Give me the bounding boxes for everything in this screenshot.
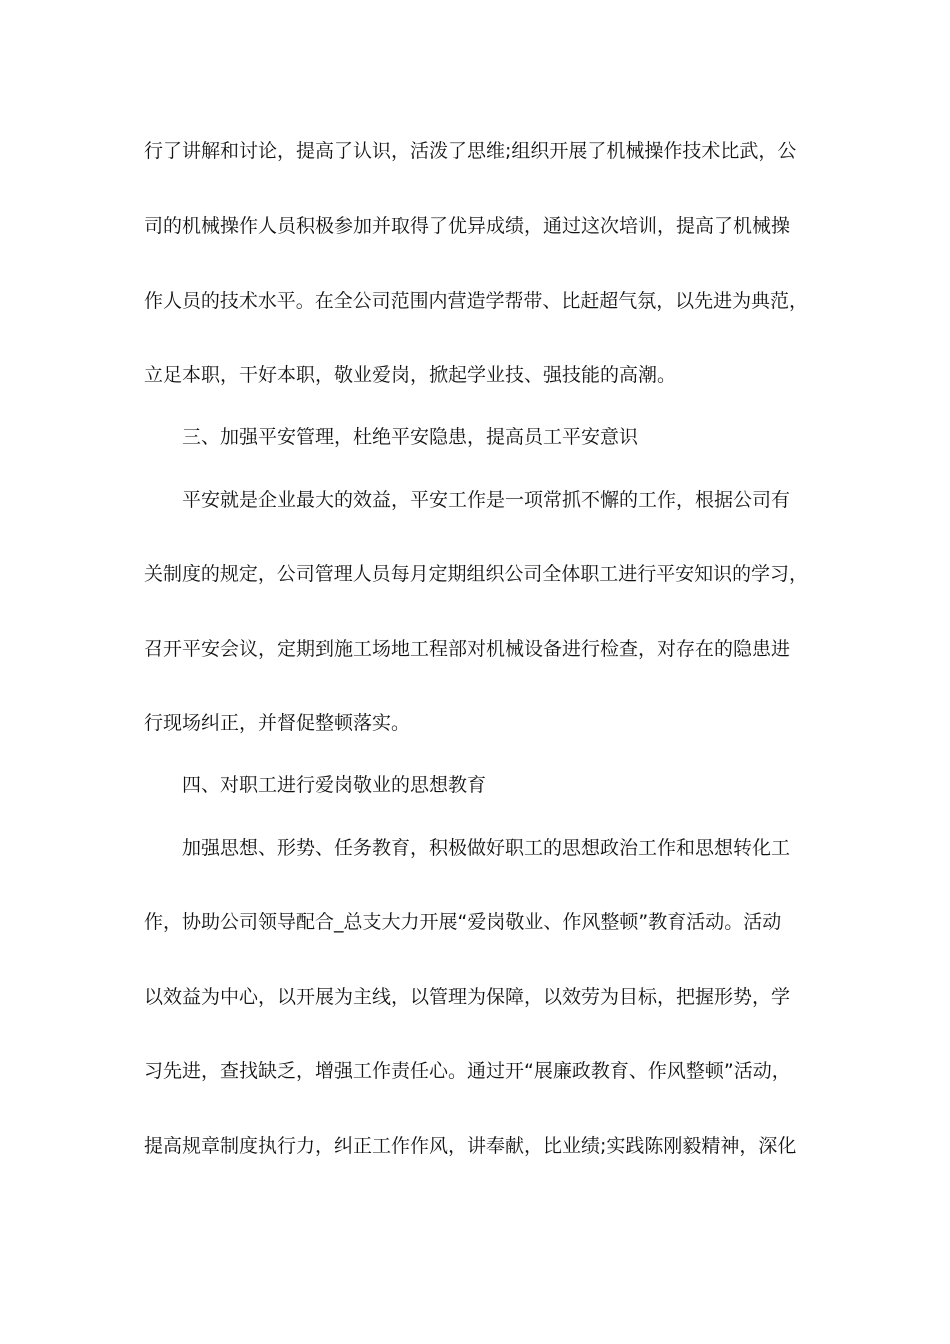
paragraph-line: 作人员的技术水平。在全公司范围内营造学帮带、比赶超气氛，以先进为典范， [144,290,808,312]
paragraph-line: 行现场纠正，并督促整顿落实。 [144,712,411,734]
paragraph-line: 作，协助公司领导配合_总支大力开展“爱岗敬业、作风整顿”教育活动。活动 [144,911,782,933]
paragraph-line: 关制度的规定，公司管理人员每月定期组织公司全体职工进行平安知识的学习， [144,563,808,585]
paragraph-line: 召开平安会议，定期到施工场地工程部对机械设备进行检查，对存在的隐患进 [144,638,791,660]
paragraph-line: 提高规章制度执行力，纠正工作作风，讲奉献，比业绩;实践陈刚毅精神，深化 [144,1135,797,1157]
paragraph-line: 司的机械操作人员积极参加并取得了优异成绩，通过这次培训，提高了机械操 [144,215,791,237]
paragraph-line: 行了讲解和讨论，提高了认识，活泼了思维;组织开展了机械操作技术比武，公 [144,140,797,162]
paragraph-line: 习先进，查找缺乏，增强工作责任心。通过开“展廉政教育、作风整顿”活动， [144,1060,791,1082]
paragraph-line: 加强思想、形势、任务教育，积极做好职工的思想政治工作和思想转化工 [182,837,791,859]
paragraph-line: 立足本职，干好本职，敬业爱岗，掀起学业技、强技能的高潮。 [144,364,677,386]
paragraph-line: 平安就是企业最大的效益，平安工作是一项常抓不懈的工作，根据公司有 [182,489,791,511]
section-heading: 四、对职工进行爱岗敬业的思想教育 [182,774,487,796]
paragraph-line: 以效益为中心，以开展为主线，以管理为保障，以效劳为目标，把握形势，学 [144,986,791,1008]
section-heading: 三、加强平安管理，杜绝平安隐患，提高员工平安意识 [182,426,639,448]
